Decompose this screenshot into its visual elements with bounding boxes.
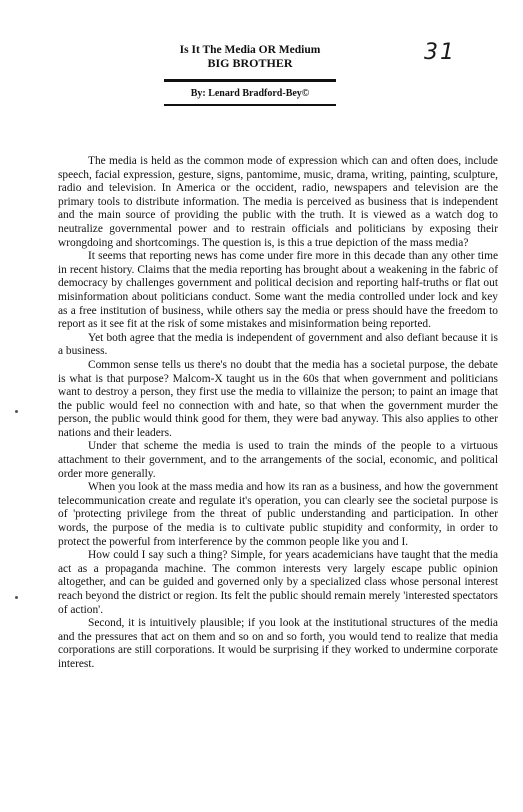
paragraph: Under that scheme the media is used to train the minds of the people to a virtuous attachment to their government, and to the arrangements of the social, economic, and political order more generally. — [58, 440, 498, 480]
handwritten-page-number: 31 — [424, 40, 456, 65]
paragraph: The media is held as the common mode of expression which can and often does, include speech, facial expression, gesture, signs, pantomime, music, drama, writing, painting, sculpture, radio and television. In America or the occident, radio, newspapers and television are the primary tools to distribute information. The media is perceived as business that is independent and the main source of providing the public with the truth. It is viewed as a watch dog to neutralize governmental power and to restrain officials and politicians by exposing their wrongdoing and shortcomings. The question is, is this a true depiction of the mass media? — [58, 155, 498, 249]
paragraph: When you look at the mass media and how its ran as a business, and how the government telecommunication create and regulate it's operation, you can clearly see the societal purpose is of 'protecting privilege from the threat of public understanding and participation. In other words, the purpose of the media is to cultivate public stupidity and conformity, in order to protect the powerful from interference by the common people like you and I. — [58, 481, 498, 548]
scan-speck — [15, 596, 18, 599]
byline: By: Lenard Bradford-Bey© — [190, 88, 310, 99]
article-header — [160, 44, 340, 70]
title-rule-bottom — [164, 104, 336, 106]
title-rule-top — [164, 79, 336, 82]
paragraph: How could I say such a thing? Simple, for years academicians have taught that the media act as a propaganda machine. The common interests very largely escape public opinion altogether, and can be guided and governed only by a specialized class whose personal interest reach beyond the district or region. Its felt the public should remain merely 'interested spectators of action'. — [58, 549, 498, 616]
article-subtitle: BIG BROTHER — [207, 56, 293, 70]
paragraph: It seems that reporting news has come under fire more in this decade than any other time in recent history. Claims that the media reporting has brought about a weakening in the fabric of democracy by challenges government and political decision and reporting half-truths or flat out misinformation about politicians conduct. Some want the media controlled under lock and key as a free institution of business, while others say the media or press should have the freedom to report as it see fit at the risk of some mistakes and misinformation being reported. — [58, 250, 498, 331]
paragraph: Second, it is intuitively plausible; if you look at the institutional structures of the media and the pressures that act on them and so on and so forth, you would tend to realize that media corporations are still corporations. It would be surprising if they worked to undermine corporate interest. — [58, 617, 498, 670]
paragraph: Yet both agree that the media is independent of government and also defiant because it is a business. — [58, 331, 498, 358]
paragraph: Common sense tells us there's no doubt that the media has a societal purpose, the debate is what is that purpose? Malcom-X taught us in the 60s that when government and politicians want to destroy a person, they first use the media to villainize the person; to paint an image that the public would feel no connection with and hate, so that when the government murder the person, the public would think good for them, they were bad anyway. This also applies to other nations and their leaders. — [58, 358, 498, 439]
article-body — [58, 155, 498, 672]
article-title: Is It The Media OR Medium — [179, 44, 321, 56]
scan-speck — [15, 410, 18, 413]
